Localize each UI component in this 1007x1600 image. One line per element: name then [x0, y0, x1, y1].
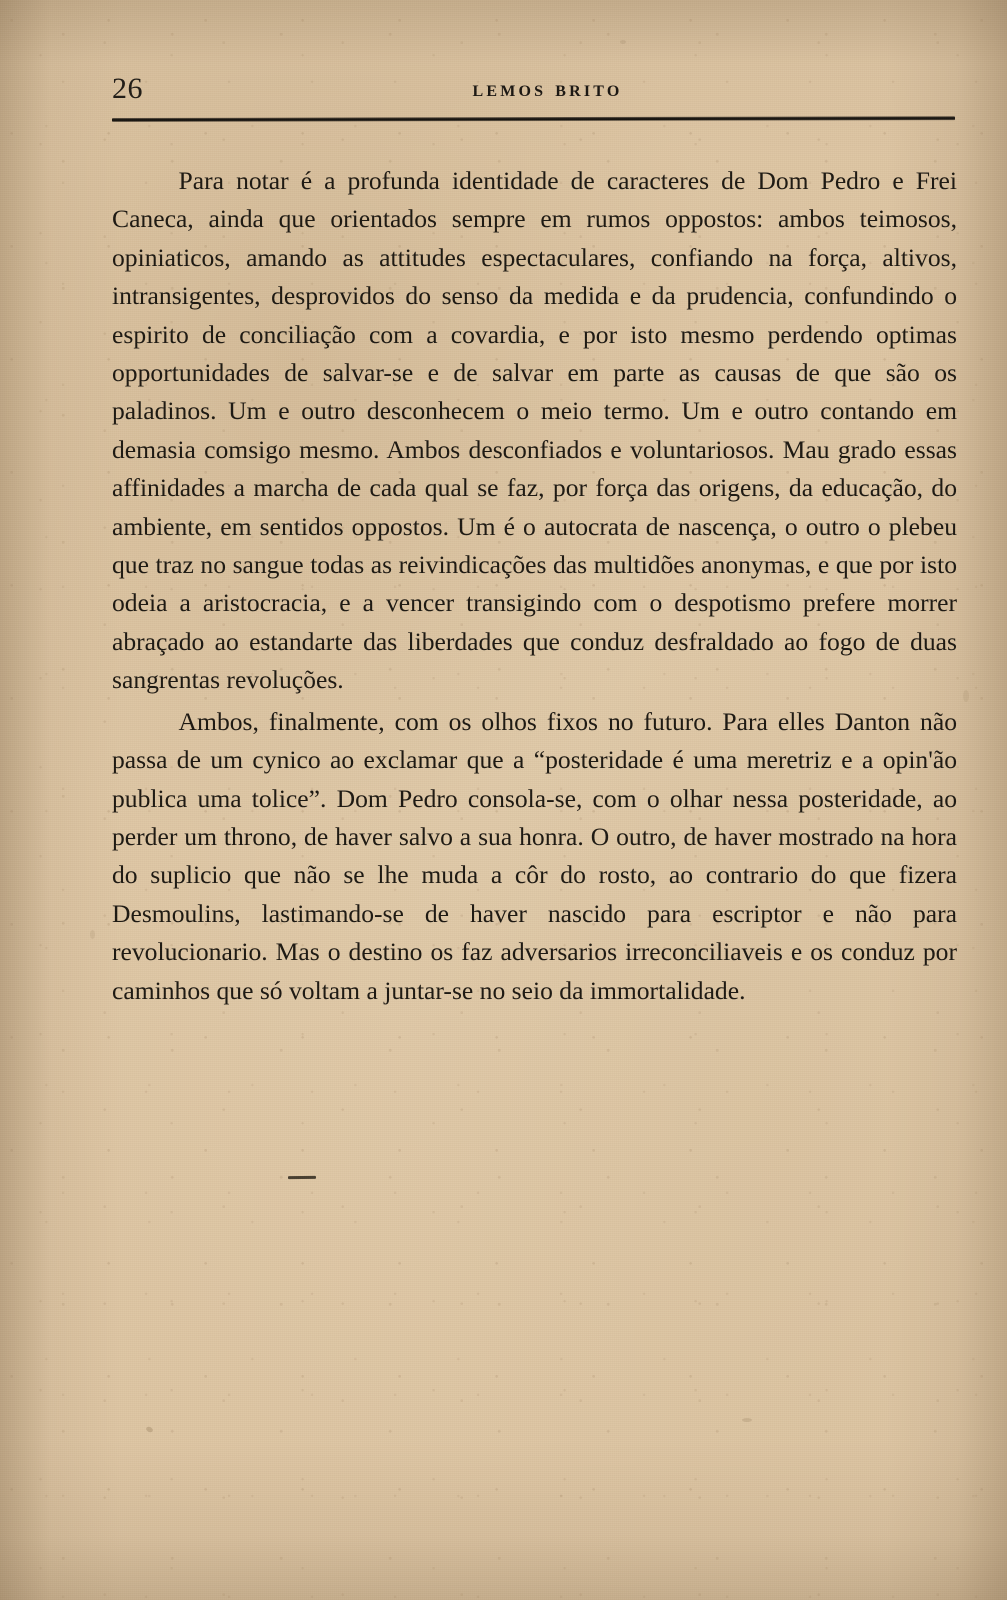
paragraph: Ambos, finalmente, com os olhos fixos no futuro. Para elles Danton não passa de um cynico ao exclamar que a “posteridade é uma meretriz e a opin'ão publica uma tolice”. Dom Pedro consola-se, com o olhar nessa posteridade, ao perder um throno, de haver salvo a sua honra. O outro, de haver mostrado na hora do suplicio que não se lhe muda a côr do rosto, ao contrario do que fizera Desmoulins, lastimando-se de haver nascido para escriptor e não para revolucionario. Mas o destino os faz adversarios irreconciliaveis e os conduz por caminhos que só voltam a juntar-se no seio da immortalidade. [112, 706, 957, 1005]
paper-blemish [742, 1418, 752, 1422]
paper-blemish [963, 690, 969, 702]
paragraph: Para notar é a profunda identidade de caracteres de Dom Pedro e Frei Caneca, ainda que orientados sempre em rumos oppostos: ambos teimosos, opiniaticos, amando as attitudes espectaculares, confiando na força, altivos, intransigentes, desprovidos do senso da medida e da prudencia, confundindo o espirito de conciliação com a covardia, e por isto mesmo perdendo optimas opportunidades de salvar-se e de salvar em parte as causas de que são os paladinos. Um e outro desconhecem o meio termo. Um e outro contando em demasia comsigo mesmo. Ambos desconfiados e voluntariosos. Mau grado essas affinidades a marcha de cada qual se faz, por força das origens, da educação, do ambiente, em sentidos oppostos. Um é o autocrata de nascença, o outro o plebeu que traz no sangue todas as reivindicações das multidões anonymas, e que por isto odeia a aristocracia, e a vencer transigindo com o despotismo prefere morrer abraçado ao estandarte das liberdades que conduz desfraldado ao fogo de duas sangrentas revoluções. [112, 166, 957, 695]
paper-blemish [145, 1426, 153, 1433]
paper-blemish [620, 40, 626, 44]
page-number: 26 [112, 72, 143, 105]
page-header [112, 72, 957, 114]
paper-blemish [90, 930, 95, 939]
running-head-title: lemos brito [472, 76, 623, 101]
body-text-block [112, 162, 957, 1010]
stray-underline-mark [288, 1176, 316, 1179]
header-rule-divider [112, 116, 955, 122]
